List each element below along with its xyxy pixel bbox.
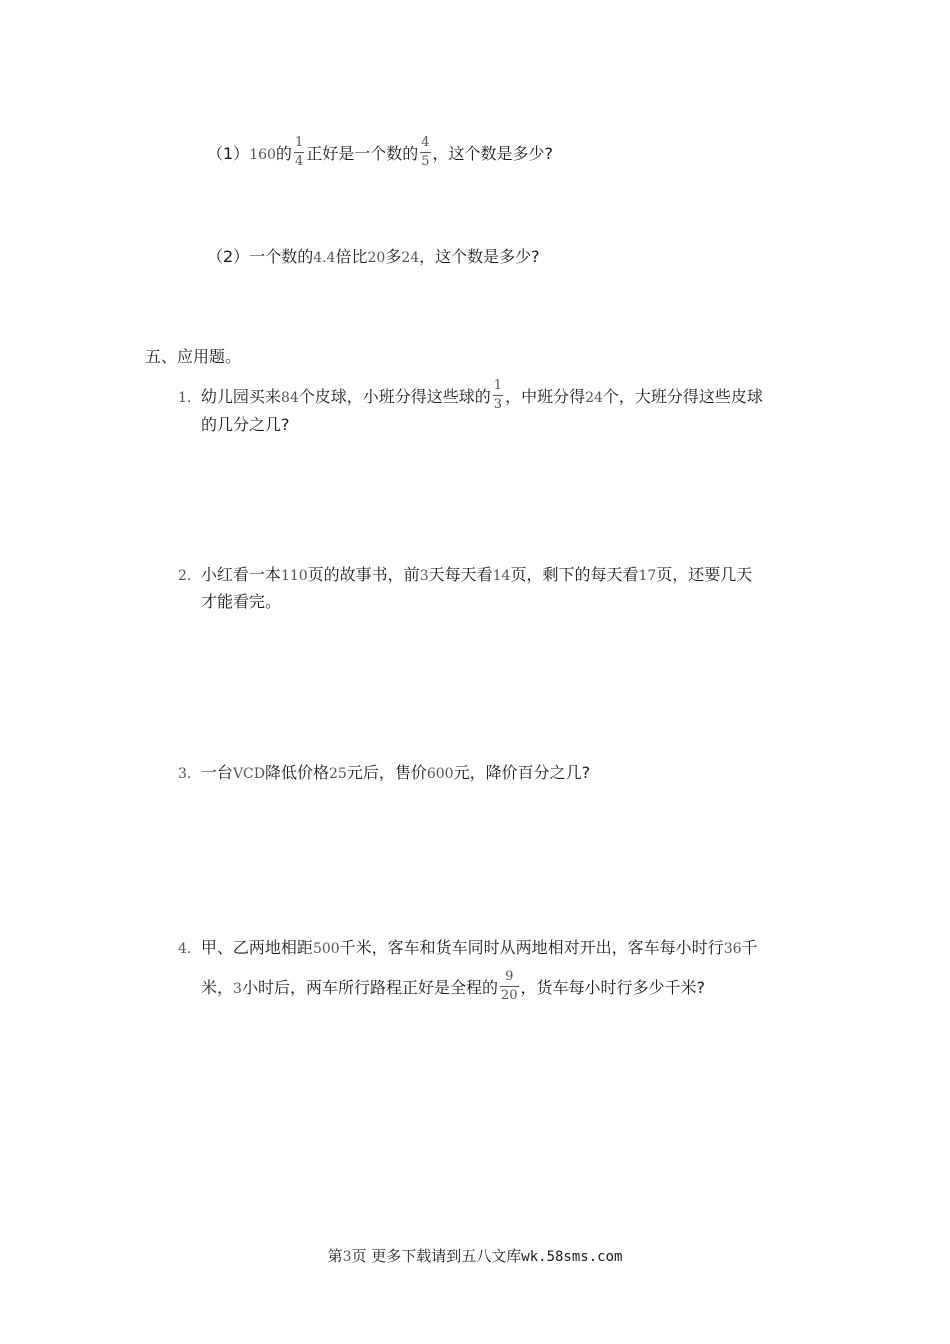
problem-1-line-1 — [178, 378, 763, 414]
text: ，这个数是多少? — [432, 144, 554, 163]
footer-text: 页 更多下载请到五八文库 — [351, 1247, 522, 1265]
text: 一台 — [200, 763, 233, 782]
number: 110 — [280, 568, 308, 584]
text: ，这个数是多少? — [419, 247, 540, 266]
problem-4-line-1 — [178, 938, 758, 959]
question-part-2 — [207, 247, 540, 268]
problem-2-line-2: 才能看完。 — [201, 592, 282, 611]
number: 17 — [638, 568, 657, 584]
text: 的 — [275, 144, 292, 163]
text: ，货车每小时行多少千米? — [520, 978, 705, 997]
text: 倍比 — [335, 247, 368, 266]
number: 14 — [492, 568, 511, 584]
text: 降低价格 — [264, 763, 329, 782]
footer-site-link[interactable]: wk.58sms.com — [521, 1249, 623, 1265]
number: 600 — [426, 766, 454, 782]
numerator: 4 — [421, 135, 430, 150]
page-footer — [0, 1245, 950, 1266]
text: 元后，售价 — [346, 763, 427, 782]
number: 24 — [401, 250, 420, 266]
fraction-nine-twentieths — [500, 970, 519, 1003]
numerator: 1 — [493, 378, 503, 393]
problem-number: 3． — [178, 766, 201, 782]
page-number: 3 — [342, 1249, 352, 1265]
number: 4.4 — [313, 250, 336, 266]
text: 千米，客车和货车同时从两地相对开出，客车每小时行 — [339, 938, 724, 957]
problem-number: 1． — [178, 390, 201, 406]
section-title: 五、应用题。 — [145, 347, 242, 366]
problem-number: 2． — [178, 568, 201, 584]
number: VCD — [232, 766, 265, 782]
numerator: 9 — [505, 969, 514, 984]
text: 多 — [385, 247, 402, 266]
denominator: 20 — [500, 988, 518, 1003]
text: 页，剩下的每天看 — [510, 565, 639, 584]
number: 20 — [367, 250, 386, 266]
number: 3 — [233, 981, 242, 997]
fraction-bar — [420, 152, 430, 153]
text: 页，还要几天 — [656, 565, 753, 584]
footer-text: 第 — [327, 1247, 343, 1265]
number: 25 — [329, 766, 347, 782]
number: 160 — [249, 147, 276, 163]
text: ，中班分得 — [505, 387, 586, 406]
number: 500 — [312, 941, 340, 957]
number: 24 — [585, 390, 603, 406]
denominator: 3 — [493, 397, 503, 412]
text: 个皮球，小班分得这些球的 — [298, 387, 491, 406]
numerator: 1 — [294, 135, 304, 150]
part-label: （1） — [207, 144, 250, 163]
text: 甲、乙两地相距 — [200, 938, 313, 957]
problem-number: 4． — [178, 941, 201, 957]
part-label: （2） — [207, 247, 250, 266]
fraction-bar — [294, 152, 304, 153]
fraction-bar — [493, 395, 503, 396]
text: 米， — [201, 978, 234, 997]
number: 84 — [280, 390, 299, 406]
text: 天每天看 — [428, 565, 493, 584]
number: 3 — [419, 568, 429, 584]
problem-4-line-2 — [201, 969, 705, 1005]
text: 正好是一个数的 — [306, 144, 419, 163]
text: 元，降价百分之几? — [453, 763, 591, 782]
denominator: 5 — [421, 154, 430, 169]
fraction-one-third — [493, 379, 503, 412]
problem-3 — [178, 763, 590, 784]
text: 幼儿园买来 — [200, 387, 281, 406]
text: 个，大班分得这些皮球 — [602, 387, 763, 406]
text: 一个数的 — [249, 247, 314, 266]
fraction-bar — [500, 986, 519, 987]
text: 小红看一本 — [200, 565, 281, 584]
denominator: 4 — [294, 154, 304, 169]
text: 小时后，两车所行路程正好是全程的 — [241, 978, 498, 997]
text: 页的故事书，前 — [307, 565, 420, 584]
problem-2-line-1 — [178, 565, 752, 586]
problem-1-line-2: 的几分之几? — [201, 415, 290, 434]
fraction-one-quarter — [294, 136, 304, 169]
fraction-four-fifths — [420, 136, 430, 169]
question-part-1 — [207, 135, 554, 171]
number: 36 — [723, 941, 742, 957]
text: 千 — [741, 938, 758, 957]
